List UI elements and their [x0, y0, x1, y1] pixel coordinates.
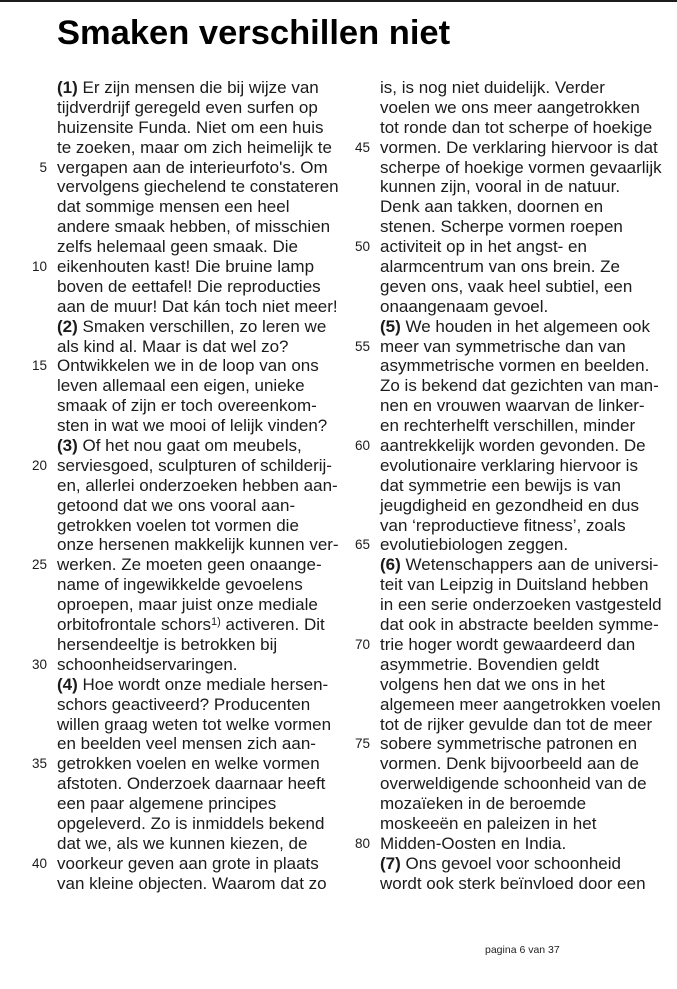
line-number	[340, 794, 370, 814]
line-text: andere smaak hebben, of misschien	[57, 217, 331, 237]
text-line	[340, 854, 677, 874]
text-line	[17, 754, 340, 774]
line-number	[340, 376, 370, 396]
line-number	[17, 177, 47, 197]
line-text: (7) Ons gevoel voor schoonheid	[380, 853, 621, 873]
text-line	[340, 496, 677, 516]
line-text: onaangenaam gevoel.	[380, 296, 549, 316]
line-number	[17, 98, 47, 118]
line-number	[17, 715, 47, 735]
text-line	[17, 655, 340, 675]
text-line	[340, 635, 677, 655]
line-text: smaak of zijn er toch overeenkom-	[57, 396, 317, 416]
line-text: volgens hen dat we ons in het	[380, 674, 605, 694]
line-text: voorkeur geven aan grote in plaats	[57, 853, 319, 873]
line-number: 30	[31, 656, 47, 672]
text-line	[340, 257, 677, 277]
text-column-right	[340, 78, 677, 894]
line-text: geven ons, vaak heel subtiel, een	[380, 276, 633, 296]
line-number	[340, 356, 370, 376]
text-line	[17, 854, 340, 874]
line-number: 15	[31, 358, 47, 374]
text-line	[340, 595, 677, 615]
line-number	[17, 297, 47, 317]
line-number: 60	[354, 438, 370, 454]
line-text: Denk aan takken, doornen en	[380, 197, 604, 217]
line-text: vormen. De verklaring hiervoor is dat	[380, 137, 658, 157]
line-number	[17, 78, 47, 98]
line-text: onze hersenen makkelijk kunnen ver-	[57, 535, 339, 555]
line-number	[17, 396, 47, 416]
line-number	[17, 197, 47, 217]
line-text: activiteit op in het angst- en	[380, 237, 587, 257]
line-text: tot de rijker gevulde dan tot de meer	[380, 714, 653, 734]
line-number	[340, 595, 370, 615]
text-line	[17, 436, 340, 456]
line-number: 35	[31, 756, 47, 772]
text-line	[17, 376, 340, 396]
text-line	[340, 535, 677, 555]
footnote-marker: 1)	[211, 616, 221, 629]
line-number: 80	[354, 835, 370, 851]
line-number: 40	[31, 855, 47, 871]
page-top-edge	[0, 0, 677, 2]
text-line	[340, 814, 677, 834]
text-line	[340, 277, 677, 297]
text-line	[17, 535, 340, 555]
line-number	[17, 436, 47, 456]
line-number	[17, 535, 47, 555]
line-text: orbitofrontale schors$^{1)}$ activeren. Dit	[57, 615, 325, 635]
line-text: kunnen zijn, vooral in de natuur.	[380, 177, 621, 197]
line-number	[340, 814, 370, 834]
line-text: sten in wat we mooi of lelijk vinden?	[57, 416, 328, 436]
line-number	[17, 575, 47, 595]
text-line	[340, 118, 677, 138]
line-number: 45	[354, 139, 370, 155]
text-line	[340, 695, 677, 715]
line-number	[340, 496, 370, 516]
text-line	[340, 436, 677, 456]
text-line	[17, 774, 340, 794]
text-line	[17, 496, 340, 516]
line-number	[340, 197, 370, 217]
line-number: 50	[354, 239, 370, 255]
line-text: teit van Leipzig in Duitsland hebben	[380, 575, 649, 595]
text-line	[340, 615, 677, 635]
paragraph-marker: (3)	[57, 436, 78, 456]
text-line	[340, 78, 677, 98]
line-text: en rechterhelft verschillen, minder	[380, 416, 636, 436]
line-text: wordt ook sterk beïnvloed door een	[380, 873, 646, 893]
line-number	[340, 476, 370, 496]
text-line	[17, 675, 340, 695]
line-number: 55	[354, 338, 370, 354]
paragraph-marker: (6)	[380, 555, 401, 575]
text-line	[17, 814, 340, 834]
text-line	[340, 237, 677, 257]
paragraph-marker: (5)	[380, 316, 401, 336]
line-text: sobere symmetrische patronen en	[380, 734, 638, 754]
text-line	[340, 297, 677, 317]
text-line	[17, 356, 340, 376]
text-line	[17, 217, 340, 237]
line-text: een paar algemene principes	[57, 794, 277, 814]
text-line	[17, 734, 340, 754]
line-text: aan de muur! Dat kán toch niet meer!	[57, 296, 338, 316]
line-text: boven de eettafel! Die reproducties	[57, 276, 321, 296]
line-number	[17, 376, 47, 396]
line-text: stenen. Scherpe vormen roepen	[380, 217, 623, 237]
line-number: 70	[354, 636, 370, 652]
text-line	[17, 715, 340, 735]
text-line	[17, 317, 340, 337]
line-number	[17, 834, 47, 854]
line-text: eikenhouten kast! Die bruine lamp	[57, 257, 315, 277]
line-text: Ontwikkelen we in de loop van ons	[57, 356, 319, 376]
paragraph-marker: (1)	[57, 78, 78, 97]
text-line	[17, 177, 340, 197]
line-text: mozaïeken in de beroemde	[380, 794, 587, 814]
line-text: opgeleverd. Zo is inmiddels bekend	[57, 813, 325, 833]
line-text: schors geactiveerd? Producenten	[57, 694, 311, 714]
text-line	[340, 794, 677, 814]
text-line	[17, 78, 340, 98]
line-number	[17, 675, 47, 695]
text-line	[340, 138, 677, 158]
line-number	[340, 78, 370, 98]
line-number	[17, 814, 47, 834]
line-number: 25	[31, 557, 47, 573]
text-line	[340, 98, 677, 118]
line-text: nen en vrouwen waarvan de linker-	[380, 396, 645, 416]
text-line	[17, 874, 340, 894]
line-text: tijdverdrijf geregeld even surfen op	[57, 97, 318, 117]
line-number	[340, 177, 370, 197]
line-text: leven allemaal een eigen, unieke	[57, 376, 305, 396]
text-line	[17, 297, 340, 317]
line-number	[340, 754, 370, 774]
line-text: asymmetrie. Bovendien geldt	[380, 654, 600, 674]
line-text: jeugdigheid en gezondheid en dus	[380, 495, 640, 515]
text-line	[17, 277, 340, 297]
line-number: 10	[31, 259, 47, 275]
line-number	[17, 337, 47, 357]
line-number	[340, 516, 370, 536]
line-text: Midden-Oosten en India.	[380, 833, 567, 853]
line-text: getrokken voelen en welke vormen	[57, 754, 320, 774]
line-text: van ‘reproductieve fitness’, zoals	[380, 515, 626, 535]
line-number: 75	[354, 736, 370, 752]
line-number	[17, 496, 47, 516]
text-line	[340, 555, 677, 575]
line-number	[340, 217, 370, 237]
line-text: vergapen aan de interieurfoto's. Om	[57, 157, 328, 177]
text-line	[340, 575, 677, 595]
text-line	[17, 834, 340, 854]
line-text: vervolgens giechelend te constateren	[57, 177, 339, 197]
line-text: te zoeken, maar om zich heimelijk te	[57, 137, 332, 157]
line-text: meer van symmetrische dan van	[380, 336, 626, 356]
text-line	[17, 555, 340, 575]
line-number	[340, 715, 370, 735]
line-text: moskeeën en paleizen in het	[380, 813, 597, 833]
text-line	[340, 734, 677, 754]
line-text: willen graag weten tot welke vormen	[57, 714, 332, 734]
line-number	[340, 655, 370, 675]
text-line	[340, 217, 677, 237]
text-line	[17, 794, 340, 814]
text-line	[340, 416, 677, 436]
line-text: (4) Hoe wordt onze mediale hersen-	[57, 674, 329, 694]
line-number	[17, 874, 47, 894]
line-text: aantrekkelijk worden gevonden. De	[380, 436, 646, 456]
line-text: voelen we ons meer aangetrokken	[380, 97, 640, 117]
line-number	[340, 874, 370, 894]
text-line	[17, 197, 340, 217]
line-number	[340, 416, 370, 436]
paragraph-marker: (2)	[57, 316, 78, 336]
line-text: dat symmetrie een bewijs is van	[380, 475, 621, 495]
line-text: getoond dat we ons vooral aan-	[57, 495, 296, 515]
text-line	[17, 635, 340, 655]
line-text: (3) Of het nou gaat om meubels,	[57, 436, 302, 456]
line-number	[340, 277, 370, 297]
line-text: en beelden veel mensen zich aan-	[57, 734, 316, 754]
line-number	[17, 277, 47, 297]
text-line	[340, 774, 677, 794]
line-text: (1) Er zijn mensen die bij wijze van	[57, 78, 319, 97]
line-text: van kleine objecten. Waarom dat zo	[57, 873, 327, 893]
line-number	[340, 297, 370, 317]
line-text: in een serie onderzoeken vastgesteld	[380, 595, 662, 615]
line-number	[17, 635, 47, 655]
line-number	[17, 476, 47, 496]
line-number	[340, 575, 370, 595]
line-number: 65	[354, 537, 370, 553]
line-number	[340, 317, 370, 337]
line-number	[340, 257, 370, 277]
text-line	[340, 197, 677, 217]
line-text: als kind al. Maar is dat wel zo?	[57, 336, 289, 356]
line-text: afstoten. Onderzoek daarnaar heeft	[57, 774, 326, 794]
text-line	[340, 376, 677, 396]
line-number	[17, 615, 47, 635]
line-text: dat ook in abstracte beelden symme-	[380, 615, 659, 635]
text-line	[340, 177, 677, 197]
text-line	[340, 356, 677, 376]
line-text: (6) Wetenschappers aan de universi-	[380, 555, 659, 575]
text-line	[17, 615, 340, 635]
line-number	[340, 456, 370, 476]
line-number	[17, 217, 47, 237]
text-line	[340, 655, 677, 675]
line-text: schoonheidservaringen.	[57, 654, 238, 674]
text-line	[17, 575, 340, 595]
paragraph-marker: (4)	[57, 674, 78, 694]
line-text: evolutionaire verklaring hiervoor is	[380, 455, 638, 475]
line-text: huizensite Funda. Niet om een huis	[57, 117, 324, 137]
line-text: (5) We houden in het algemeen ook	[380, 316, 650, 336]
text-line	[340, 516, 677, 536]
line-text: werken. Ze moeten geen onaange-	[57, 555, 322, 575]
line-number	[17, 734, 47, 754]
text-line	[340, 396, 677, 416]
text-line	[17, 456, 340, 476]
line-text: serviesgoed, sculpturen of schilderij-	[57, 455, 332, 475]
text-line	[17, 237, 340, 257]
line-number	[340, 396, 370, 416]
line-text: (2) Smaken verschillen, zo leren we	[57, 316, 327, 336]
text-line	[17, 476, 340, 496]
line-text: oproepen, maar juist onze mediale	[57, 595, 318, 615]
paragraph-marker: (7)	[380, 853, 401, 873]
line-number: 5	[39, 159, 47, 175]
line-number	[17, 516, 47, 536]
text-line	[340, 675, 677, 695]
line-text: dat sommige mensen een heel	[57, 197, 290, 217]
text-line	[17, 516, 340, 536]
line-text: hersendeeltje is betrokken bij	[57, 634, 278, 654]
text-line	[17, 138, 340, 158]
page-number: pagina 6 van 37	[485, 944, 560, 956]
text-line	[17, 695, 340, 715]
line-number	[340, 98, 370, 118]
line-number	[17, 138, 47, 158]
line-number	[340, 158, 370, 178]
line-text: trie hoger wordt gewaardeerd dan	[380, 634, 636, 654]
text-line	[340, 456, 677, 476]
line-number: 20	[31, 457, 47, 473]
line-number	[17, 317, 47, 337]
line-text: algemeen meer aangetrokken voelen	[380, 694, 661, 714]
text-line	[17, 396, 340, 416]
line-text: asymmetrische vormen en beelden.	[380, 356, 650, 376]
line-number	[340, 695, 370, 715]
text-line	[340, 754, 677, 774]
text-line	[340, 715, 677, 735]
text-line	[340, 317, 677, 337]
line-number	[17, 118, 47, 138]
text-line	[340, 476, 677, 496]
text-line	[17, 98, 340, 118]
line-number	[17, 774, 47, 794]
line-number	[340, 675, 370, 695]
page-title: Smaken verschillen niet	[57, 14, 451, 52]
text-line	[340, 874, 677, 894]
text-line	[17, 595, 340, 615]
line-text: dat we, als we kunnen kiezen, de	[57, 833, 308, 853]
line-number	[17, 237, 47, 257]
line-number	[340, 774, 370, 794]
line-text: is, is nog niet duidelijk. Verder	[380, 78, 605, 97]
line-text: vormen. Denk bijvoorbeeld aan de	[380, 754, 639, 774]
line-text: evolutiebiologen zeggen.	[380, 535, 569, 555]
text-line	[17, 416, 340, 436]
text-line	[340, 834, 677, 854]
line-text: scherpe of hoekige vormen gevaarlijk	[380, 157, 662, 177]
text-line	[17, 337, 340, 357]
line-number	[17, 695, 47, 715]
line-text: overweldigende schoonheid van de	[380, 774, 647, 794]
line-number	[340, 555, 370, 575]
line-text: Zo is bekend dat gezichten van man-	[380, 376, 659, 396]
line-number	[17, 794, 47, 814]
line-text: name of ingewikkelde gevoelens	[57, 575, 303, 595]
text-line	[17, 158, 340, 178]
text-column-left	[17, 78, 340, 894]
line-number	[17, 416, 47, 436]
text-line	[340, 337, 677, 357]
line-text: alarmcentrum van ons brein. Ze	[380, 257, 620, 277]
line-text: tot ronde dan tot scherpe of hoekige	[380, 117, 653, 137]
text-line	[17, 118, 340, 138]
text-line	[17, 257, 340, 277]
line-text: getrokken voelen tot vormen die	[57, 515, 299, 535]
line-number	[340, 118, 370, 138]
line-number	[17, 595, 47, 615]
line-text: en, allerlei onderzoeken hebben aan-	[57, 475, 338, 495]
line-number	[340, 854, 370, 874]
line-text: zelfs helemaal geen smaak. Die	[57, 237, 298, 257]
text-line	[340, 158, 677, 178]
line-number	[340, 615, 370, 635]
